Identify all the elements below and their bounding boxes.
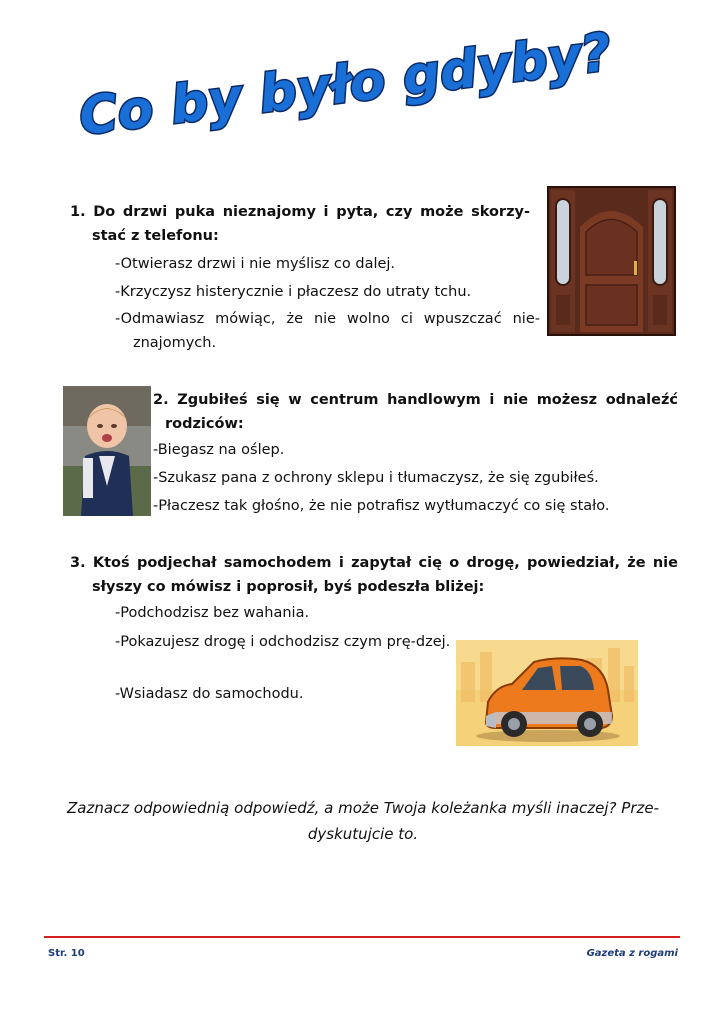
closing-instruction: Zaznacz odpowiednią odpowiedź, a może Twoja koleżanka myśli inaczej? Prze-dyskutujcie to. <box>67 799 659 843</box>
question-2-option-3: -Płaczesz tak głośno, że nie potrafisz wytłumaczyć co się stało. <box>153 498 610 514</box>
title-text: Co by było gdyby? <box>76 22 615 148</box>
question-3-option-3: -Wsiadasz do samochodu. <box>115 686 304 702</box>
child-image <box>63 386 151 516</box>
question-3-option-2: -Pokazujesz drogę i odchodzisz czym prę-dzej. <box>115 634 451 650</box>
question-2-option-1: -Biegasz na oślep. <box>153 442 285 458</box>
question-1-option-1: -Otwierasz drzwi i nie myślisz co dalej. <box>115 256 396 272</box>
question-2-heading: 2. Zgubiłeś się w centrum handlowym i nie możesz odnaleźć rodziców: <box>153 392 678 432</box>
question-1-heading: 1. Do drzwi puka nieznajomy i pyta, czy może skorzy-stać z telefonu: <box>70 204 530 244</box>
question-2-option-2: -Szukasz pana z ochrony sklepu i tłumaczysz, że się zgubiłeś. <box>153 470 599 486</box>
question-1-option-3: -Odmawiasz mówiąc, że nie wolno ci wpuszczać nie-znajomych. <box>115 311 540 351</box>
question-3-heading: 3. Ktoś podjechał samochodem i zapytał cię o drogę, powiedział, że nie słyszy co mówisz i poprosił, byś podeszła bliżej: <box>70 555 678 595</box>
car-image <box>456 640 638 746</box>
title-wordart <box>76 22 615 148</box>
question-3-option-1: -Podchodzisz bez wahania. <box>115 605 310 621</box>
page-title <box>76 22 615 148</box>
footer-page-number: Str. 10 <box>48 948 85 959</box>
footer-divider <box>44 936 680 938</box>
door-image <box>548 187 675 335</box>
footer-publication: Gazeta z rogami <box>586 948 678 959</box>
question-1-option-2: -Krzyczysz histerycznie i płaczesz do utraty tchu. <box>115 284 472 300</box>
